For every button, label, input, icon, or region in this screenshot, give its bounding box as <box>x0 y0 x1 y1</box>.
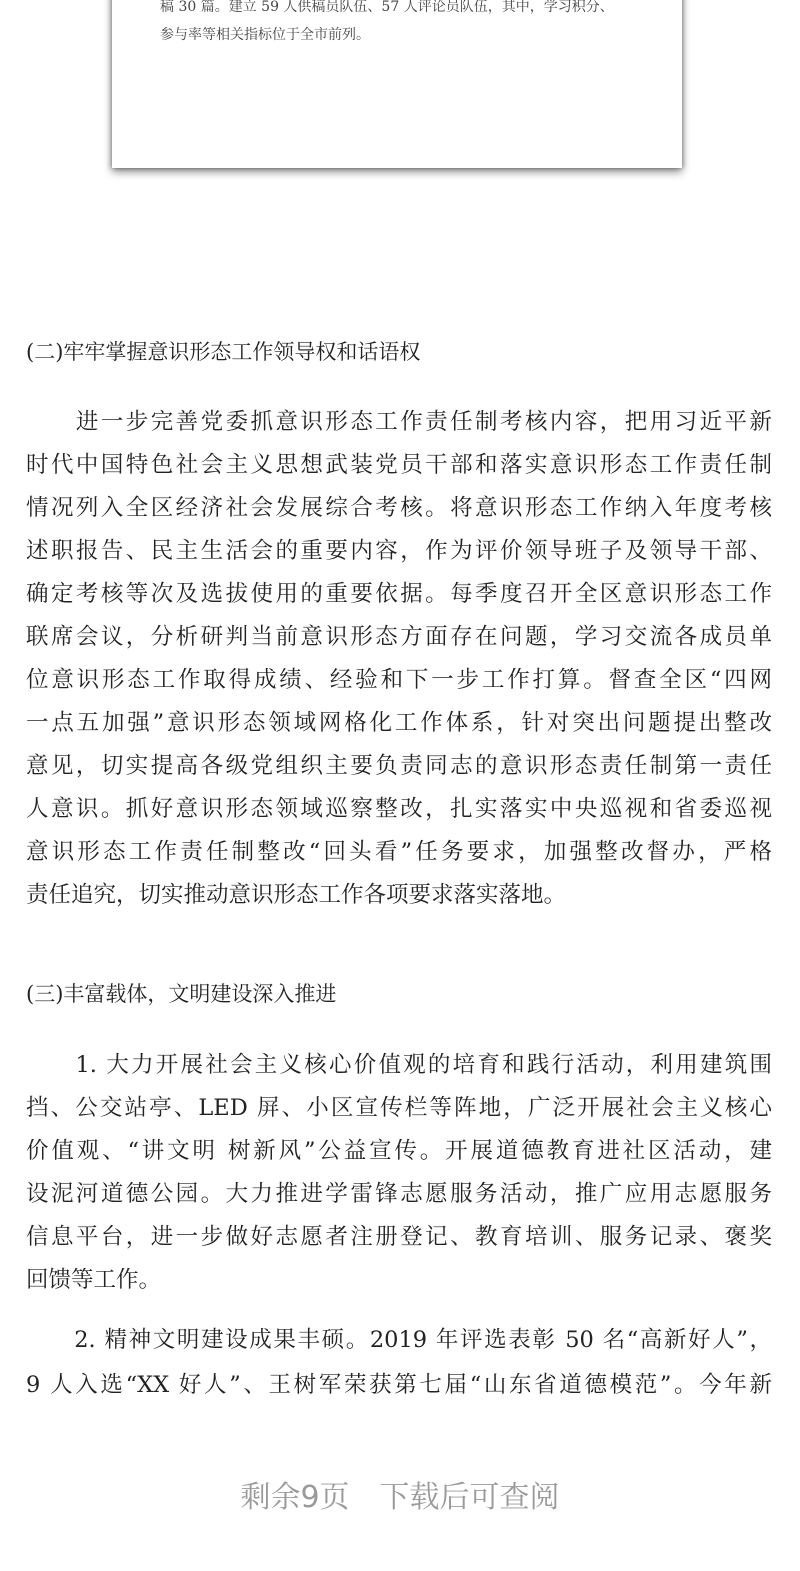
text-line: 9 人入选“XX 好人”、王树军荣获第七届“山东省道德模范”。今年新 <box>26 1372 772 1398</box>
text-line: 2. 精神文明建设成果丰硕。2019 年评选表彰 50 名“高新好人”， <box>26 1327 772 1353</box>
text-line: 挡、公交站亭、LED 屏、小区宣传栏等阵地，广泛开展社会主义核心 <box>26 1095 772 1121</box>
text-line: 设泥河道德公园。大力推进学雷锋志愿服务活动，推广应用志愿服务 <box>26 1181 772 1207</box>
text-line: 一点五加强”意识形态领域网格化工作体系，针对突出问题提出整改 <box>26 710 772 736</box>
text-line: 意识形态工作责任制整改“回头看”任务要求，加强整改督办，严格 <box>26 839 772 865</box>
card-text-line: 参与率等相关指标位于全市前列。 <box>160 27 370 43</box>
text-line: 回馈等工作。 <box>26 1267 162 1293</box>
text-line: 进一步完善党委抓意识形态工作责任制考核内容，把用习近平新 <box>26 409 772 435</box>
card-text-line: 稿 30 篇。建立 59 人供稿员队伍、57 人评论员队伍，其中，学习积分、 <box>160 0 614 15</box>
text-line: 价值观、“讲文明 树新风”公益宣传。开展道德教育进社区活动，建 <box>26 1138 772 1164</box>
text-line: 联席会议，分析研判当前意识形态方面存在问题，学习交流各成员单 <box>26 624 772 650</box>
text-line: 信息平台，进一步做好志愿者注册登记、教育培训、服务记录、褒奖 <box>26 1224 772 1250</box>
text-line: 情况列入全区经济社会发展综合考核。将意识形态工作纳入年度考核 <box>26 495 772 521</box>
text-line: 责任追究，切实推动意识形态工作各项要求落实落地。 <box>26 882 567 908</box>
section-heading: (二)牢牢掌握意识形态工作领导权和话语权 <box>26 340 421 364</box>
text-line: 时代中国特色社会主义思想武装党员干部和落实意识形态工作责任制 <box>26 452 772 478</box>
text-line: 意见，切实提高各级党组织主要负责同志的意识形态责任制第一责任 <box>26 753 772 779</box>
text-line: 1. 大力开展社会主义核心价值观的培育和践行活动，利用建筑围 <box>26 1052 772 1078</box>
text-line: 人意识。抓好意识形态领域巡察整改，扎实落实中央巡视和省委巡视 <box>26 796 772 822</box>
preview-page-card <box>112 0 682 168</box>
text-line: 确定考核等次及选拔使用的重要依据。每季度召开全区意识形态工作 <box>26 581 772 607</box>
text-line: 述职报告、民主生活会的重要内容，作为评价领导班子及领导干部、 <box>26 538 772 564</box>
section-heading: (三)丰富载体，文明建设深入推进 <box>26 982 337 1006</box>
text-line: 位意识形态工作取得成绩、经验和下一步工作打算。督查全区“四网 <box>26 667 772 693</box>
remaining-pages-download-prompt[interactable]: 剩余9页 下载后可查阅 <box>240 1480 560 1515</box>
